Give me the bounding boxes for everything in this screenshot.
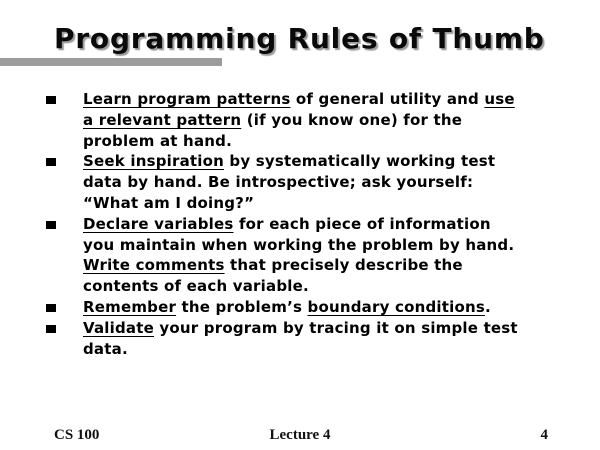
plain-text: for each piece of information: [233, 214, 491, 233]
bullet-item: [46, 318, 576, 360]
bullet-line: [83, 276, 576, 297]
bullet-line: [83, 235, 576, 256]
bullet-line: [83, 110, 576, 131]
footer-course-label: CS 100: [54, 427, 100, 443]
bullet-item: [46, 151, 576, 213]
plain-text: data.: [83, 339, 128, 358]
square-bullet-icon: [46, 325, 56, 333]
underlined-text: a relevant pattern: [83, 110, 242, 129]
underlined-text: boundary conditions: [307, 297, 485, 316]
plain-text: contents of each variable.: [83, 277, 309, 296]
plain-text: you maintain when working the problem by hand.: [83, 235, 515, 254]
bullet-item: [46, 297, 576, 318]
bullet-list: [46, 89, 576, 359]
plain-text: .: [484, 297, 491, 316]
page-title: Programming Rules of Thumb: [54, 22, 545, 55]
plain-text: your program by tracing it on simple test: [154, 318, 518, 337]
underlined-text: Seek inspiration: [83, 152, 224, 171]
bullet-line: [83, 255, 576, 276]
bullet-line: [83, 89, 576, 110]
bullet-line: [83, 151, 576, 172]
bullet-line: [83, 172, 576, 193]
square-bullet-icon: [46, 304, 56, 312]
bullet-line: [83, 339, 576, 360]
plain-text: that precisely describe the: [224, 256, 463, 275]
plain-text: “What am I doing?”: [83, 193, 255, 212]
title-underline-bar: [0, 58, 222, 66]
plain-text: of general utility and: [290, 90, 485, 108]
bullet-item: [46, 89, 576, 151]
underlined-text: use: [484, 90, 515, 108]
plain-text: the problem’s: [176, 297, 308, 316]
footer-page-number: 4: [540, 427, 548, 443]
square-bullet-icon: [46, 158, 56, 166]
bullet-line: [83, 297, 576, 318]
plain-text: (if you know one) for the: [241, 110, 463, 129]
underlined-text: Learn program patterns: [83, 90, 291, 108]
footer-lecture-label: Lecture 4: [269, 427, 331, 443]
bullet-item: [46, 214, 576, 297]
bullet-line: [83, 193, 576, 214]
underlined-text: Write comments: [83, 256, 225, 275]
bullet-line: [83, 131, 576, 152]
underlined-text: Validate: [83, 318, 154, 337]
plain-text: by systematically working test: [224, 152, 496, 171]
square-bullet-icon: [46, 96, 56, 104]
plain-text: problem at hand.: [83, 131, 232, 150]
underlined-text: Declare variables: [83, 214, 234, 233]
bullet-line: [83, 318, 576, 339]
square-bullet-icon: [46, 221, 56, 229]
underlined-text: Remember: [83, 297, 177, 316]
plain-text: data by hand. Be introspective; ask yourself:: [83, 173, 474, 192]
bullet-line: [83, 214, 576, 235]
